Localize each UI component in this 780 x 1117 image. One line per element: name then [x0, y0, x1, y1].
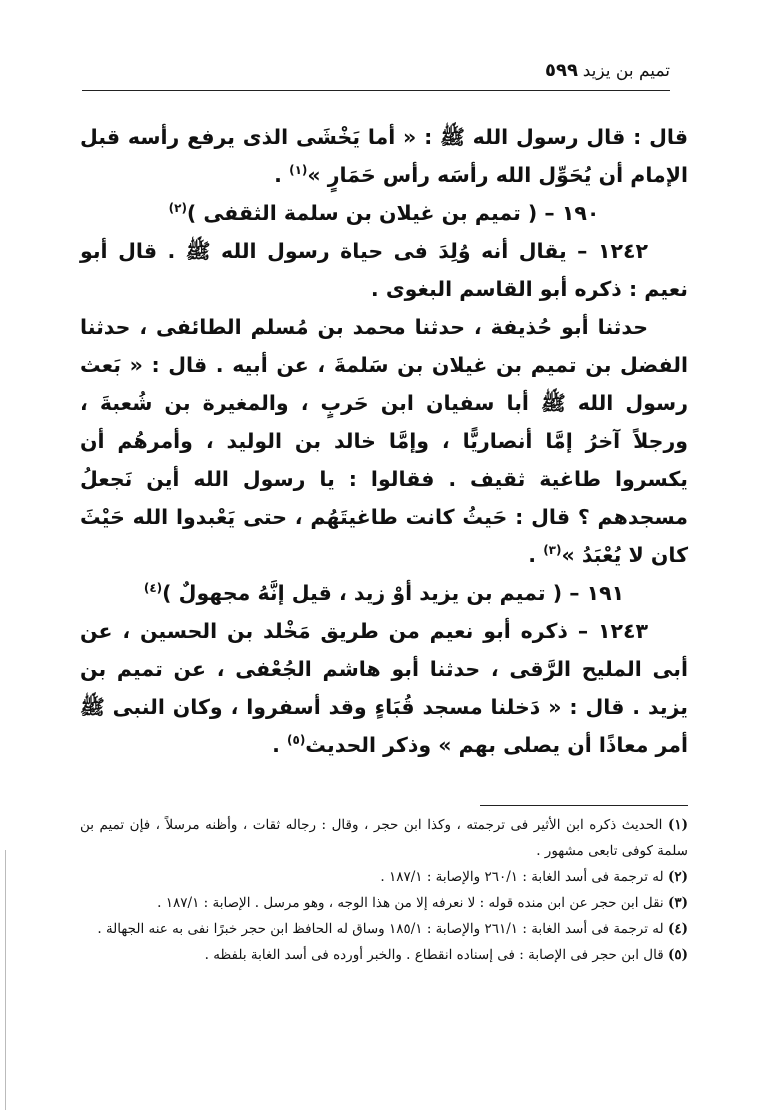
footnote-ref-3: (٣) — [543, 543, 562, 558]
footnote-ref-4: (٤) — [143, 581, 163, 596]
footnote-ref-2: (٢) — [168, 201, 187, 216]
footnote-2: (٢) له ترجمة فى أسد الغابة : ٢٦٠/١ والإصابة : ١٨٧/١ . — [380, 869, 688, 885]
footnote-ref-5: (٥) — [287, 733, 306, 748]
main-text — [80, 118, 688, 764]
footnote-ref-1: (١) — [289, 163, 308, 178]
paragraph-isnad: حدثنا أبو حُذيفة ، حدثنا محمد بن مُسلم الطائفى ، حدثنا الفضل بن تميم بن غيلان بن سَلمةَ ، عن أبيه . قال : « بَعث رسول الله ﷺ أبا سفيان ابن حَربٍ ، والمغيرة بن شُعبةَ ، ورجلاً آخرُ إمَّا أنصاريًّا ، وإمَّا خالد بن الوليد ، وأمرهُم أن يكسروا طاغية ثقيف . فقالوا : يا رسول الله أين نَجعلُ مسجدهم ؟ قال : حَيثُ كانت طاغيتَهُم ، حتى يَعْبدوا الله حَيْثَ كان لا يُعْبَدُ »$^{(٣)}$ . — [80, 315, 688, 567]
entry-1243: ١٢٤٣ – ذكره أبو نعيم من طريق مَخْلد بن الحسين ، عن أبى المليح الرَّقى ، حدثنا أبو هاشم الجُعْفى ، عن تميم بن يزيد . قال : « دَخلنا مسجد قُبَاءٍ وقد أسفروا ، وكان النبى ﷺ أمر معاذًا أن يصلى بهم » وذكر الحديث$^{(٥)}$ . — [80, 619, 688, 757]
footnote-3: (٣) نقل ابن حجر عن ابن منده قوله : لا نعرفه إلا من هذا الوجه ، وهو مرسل . الإصابة : ١٨٧/١ . — [157, 895, 688, 911]
footnote-1: (١) الحديث ذكره ابن الأثير فى ترجمته ، وكذا ابن حجر ، وقال : رجاله ثقات ، وأظنه مرسلاً ، فإن تميم بن سلمة كوفى تابعى مشهور . — [80, 817, 688, 859]
running-header — [545, 60, 670, 81]
entry-heading-191: ١٩١ – ( تميم بن يزيد أوْ زيد ، قيل إنَّهُ مجهولٌ )$^{(٤)}$ — [143, 581, 625, 605]
entry-heading-190: ١٩٠ – ( تميم بن غيلان بن سلمة الثقفى )$^{(٢)}$ — [168, 201, 600, 225]
footnotes — [80, 812, 688, 968]
running-title: تميم بن يزيد — [582, 61, 670, 81]
footnote-4: (٤) له ترجمة فى أسد الغابة : ٢٦١/١ والإصابة : ١٨٥/١ وساق له الحافظ ابن حجر خبرًا نفى به عنه الجهالة . — [97, 921, 688, 937]
paragraph-hadith-1: قال : قال رسول الله ﷺ : « أما يَخْشَى الذى يرفع رأسه قبل الإمام أن يُحَوِّل الله رأسَه رأس حَمَارٍ »$^{(١)}$ . — [80, 125, 688, 187]
header-rule — [82, 90, 670, 91]
page-number: ٥٩٩ — [545, 60, 578, 81]
entry-1242: ١٢٤٢ – يقال أنه وُلِدَ فى حياة رسول الله ﷺ . قال أبو نعيم : ذكره أبو القاسم البغوى . — [80, 239, 688, 301]
footnote-5: (٥) قال ابن حجر فى الإصابة : فى إسناده انقطاع . والخبر أورده فى أسد الغابة بلفظه . — [204, 947, 688, 963]
footnote-rule — [480, 805, 688, 806]
scan-edge-line — [5, 850, 6, 1110]
